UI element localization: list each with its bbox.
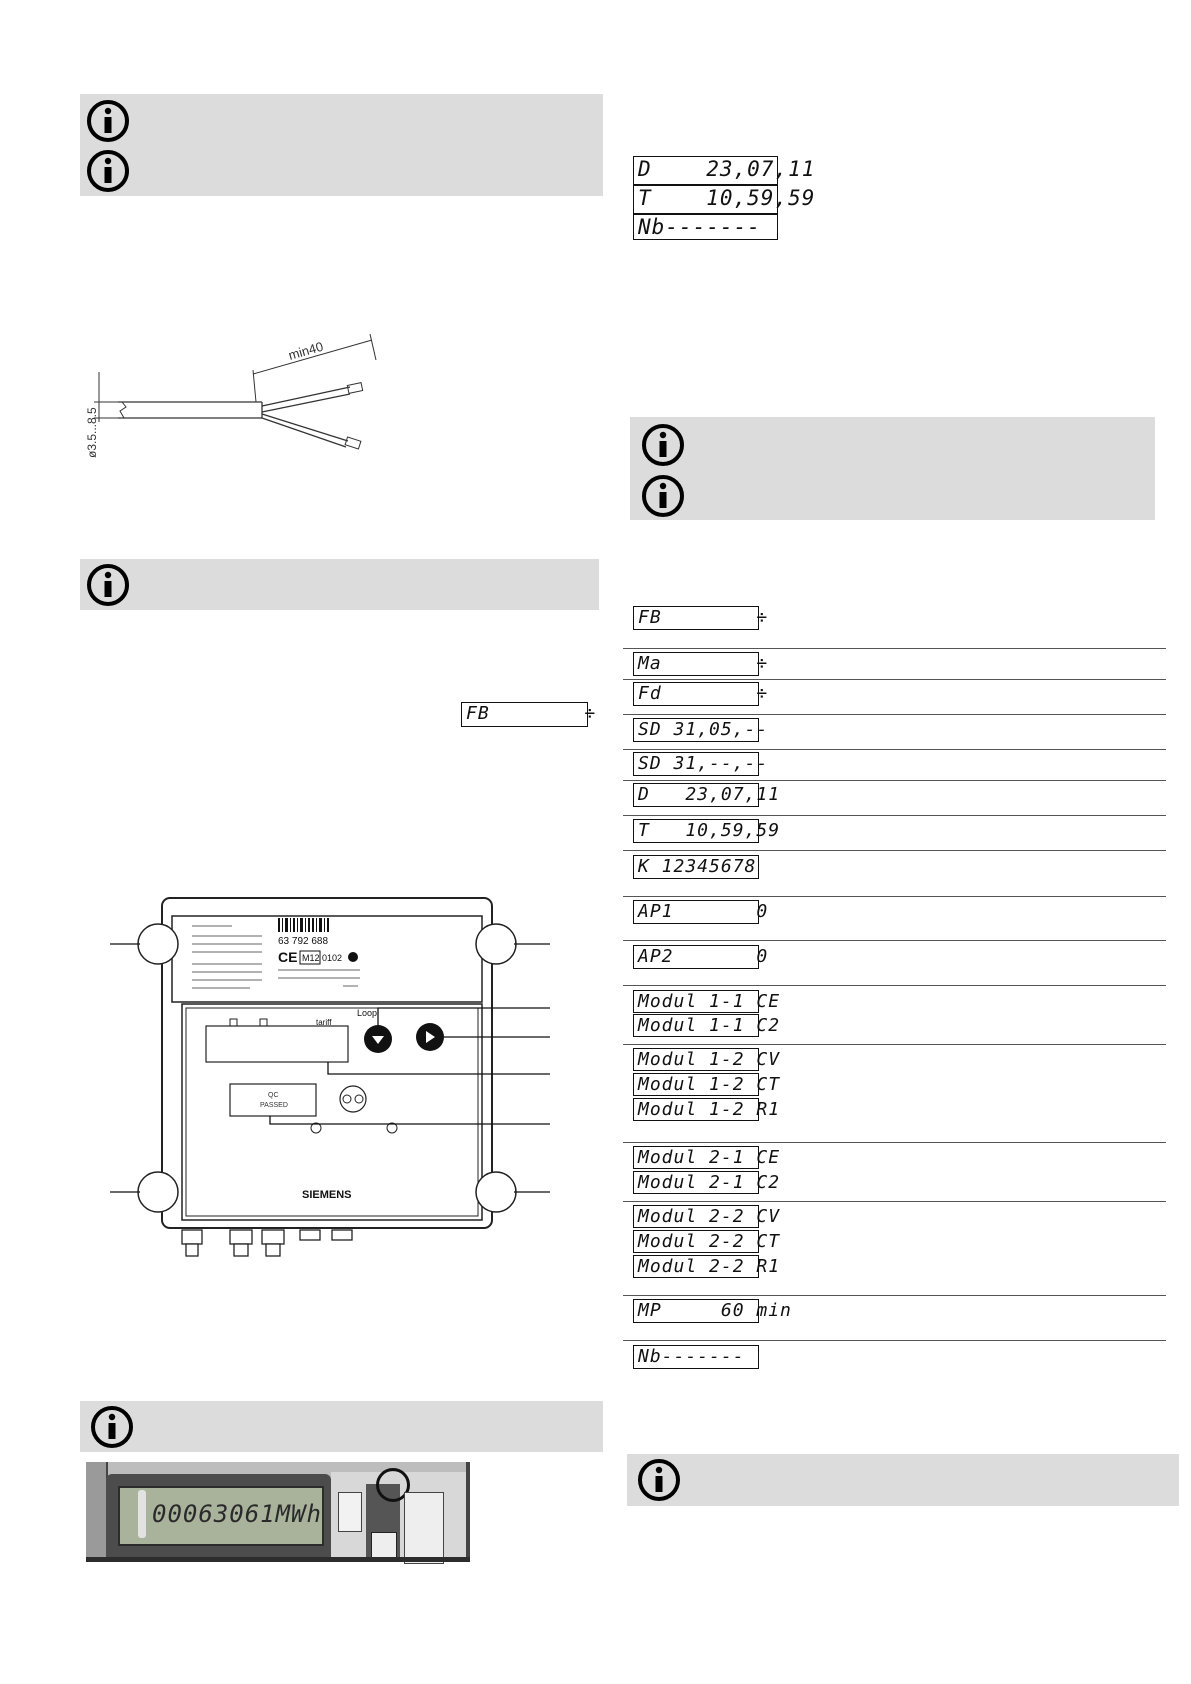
table-divider [623,679,1166,680]
menu-display: Modul 1-1 CE [633,990,759,1013]
menu-display: SD 31,--,-- [633,752,759,776]
table-divider [623,1044,1166,1045]
table-divider [623,749,1166,750]
menu-display: Modul 2-1 C2 [633,1171,759,1194]
menu-display: Modul 2-2 CT [633,1230,759,1253]
menu-display: AP2 0 [633,945,759,969]
table-divider [623,815,1166,816]
info-icon [641,423,685,467]
tariff-label: tariff [316,1018,332,1027]
device-photo [86,1462,470,1562]
cable-length-label: min40 [286,338,325,363]
table-divider [623,1295,1166,1296]
qc-status: PASSED [260,1102,288,1109]
table-divider [623,896,1166,897]
menu-display: Nb------- [633,1345,759,1369]
display-nb: Nb------- [633,214,778,240]
info-note-box-2 [80,559,599,610]
menu-display: T 10,59,59 [633,819,759,843]
display-date: D 23,07,11 [633,156,778,185]
loop-label: Loop [357,1008,378,1018]
menu-display: Modul 2-1 CE [633,1146,759,1169]
menu-display: D 23,07,11 [633,783,759,807]
menu-display: K 12345678 [633,855,759,879]
device-front-drawing [110,890,550,1280]
qc-label: QC [268,1092,279,1099]
menu-display: Modul 1-2 R1 [633,1098,759,1121]
inline-display-fb: FB ÷ [461,702,588,727]
info-note-box-4 [630,417,1155,520]
menu-display: Modul 2-2 CV [633,1205,759,1228]
notified-body-label: M12 [302,953,320,963]
ce-mark: CE [278,949,298,965]
table-divider [623,1340,1166,1341]
info-icon [637,1458,681,1502]
info-note-box-5 [627,1454,1179,1506]
menu-display: Modul 1-2 CV [633,1048,759,1071]
table-divider [623,1142,1166,1143]
info-icon [90,1405,134,1449]
menu-display: Fd ÷ [633,682,759,706]
menu-display: Modul 2-2 R1 [633,1255,759,1278]
serial-number: 63 792 688 [278,936,329,947]
menu-display: SD 31,05,-- [633,718,759,742]
info-icon [86,563,130,607]
display-time: T 10,59,59 [633,185,778,214]
table-divider [623,780,1166,781]
notified-body-number: 0102 [322,953,343,963]
table-divider [623,940,1166,941]
menu-display: Modul 1-1 C2 [633,1014,759,1037]
table-divider [623,850,1166,851]
cable-dimension-drawing [80,330,400,460]
table-divider [623,985,1166,986]
menu-display: Ma ÷ [633,652,759,676]
info-note-box-1 [80,94,603,196]
photo-lcd-value: 00063061MWh [152,1500,322,1528]
menu-display: Modul 1-2 CT [633,1073,759,1096]
menu-display: MP 60 min [633,1299,759,1323]
table-divider [623,648,1166,649]
table-divider [623,714,1166,715]
info-icon [86,149,130,193]
info-icon [641,474,685,518]
brand-logo: SIEMENS [302,1189,352,1201]
cable-diameter-label: ø3.5...8.5 [85,407,99,458]
menu-display: AP1 0 [633,900,759,924]
info-note-box-3 [80,1401,603,1452]
menu-display: FB ÷ [633,606,759,630]
info-icon [86,99,130,143]
table-divider [623,1201,1166,1202]
